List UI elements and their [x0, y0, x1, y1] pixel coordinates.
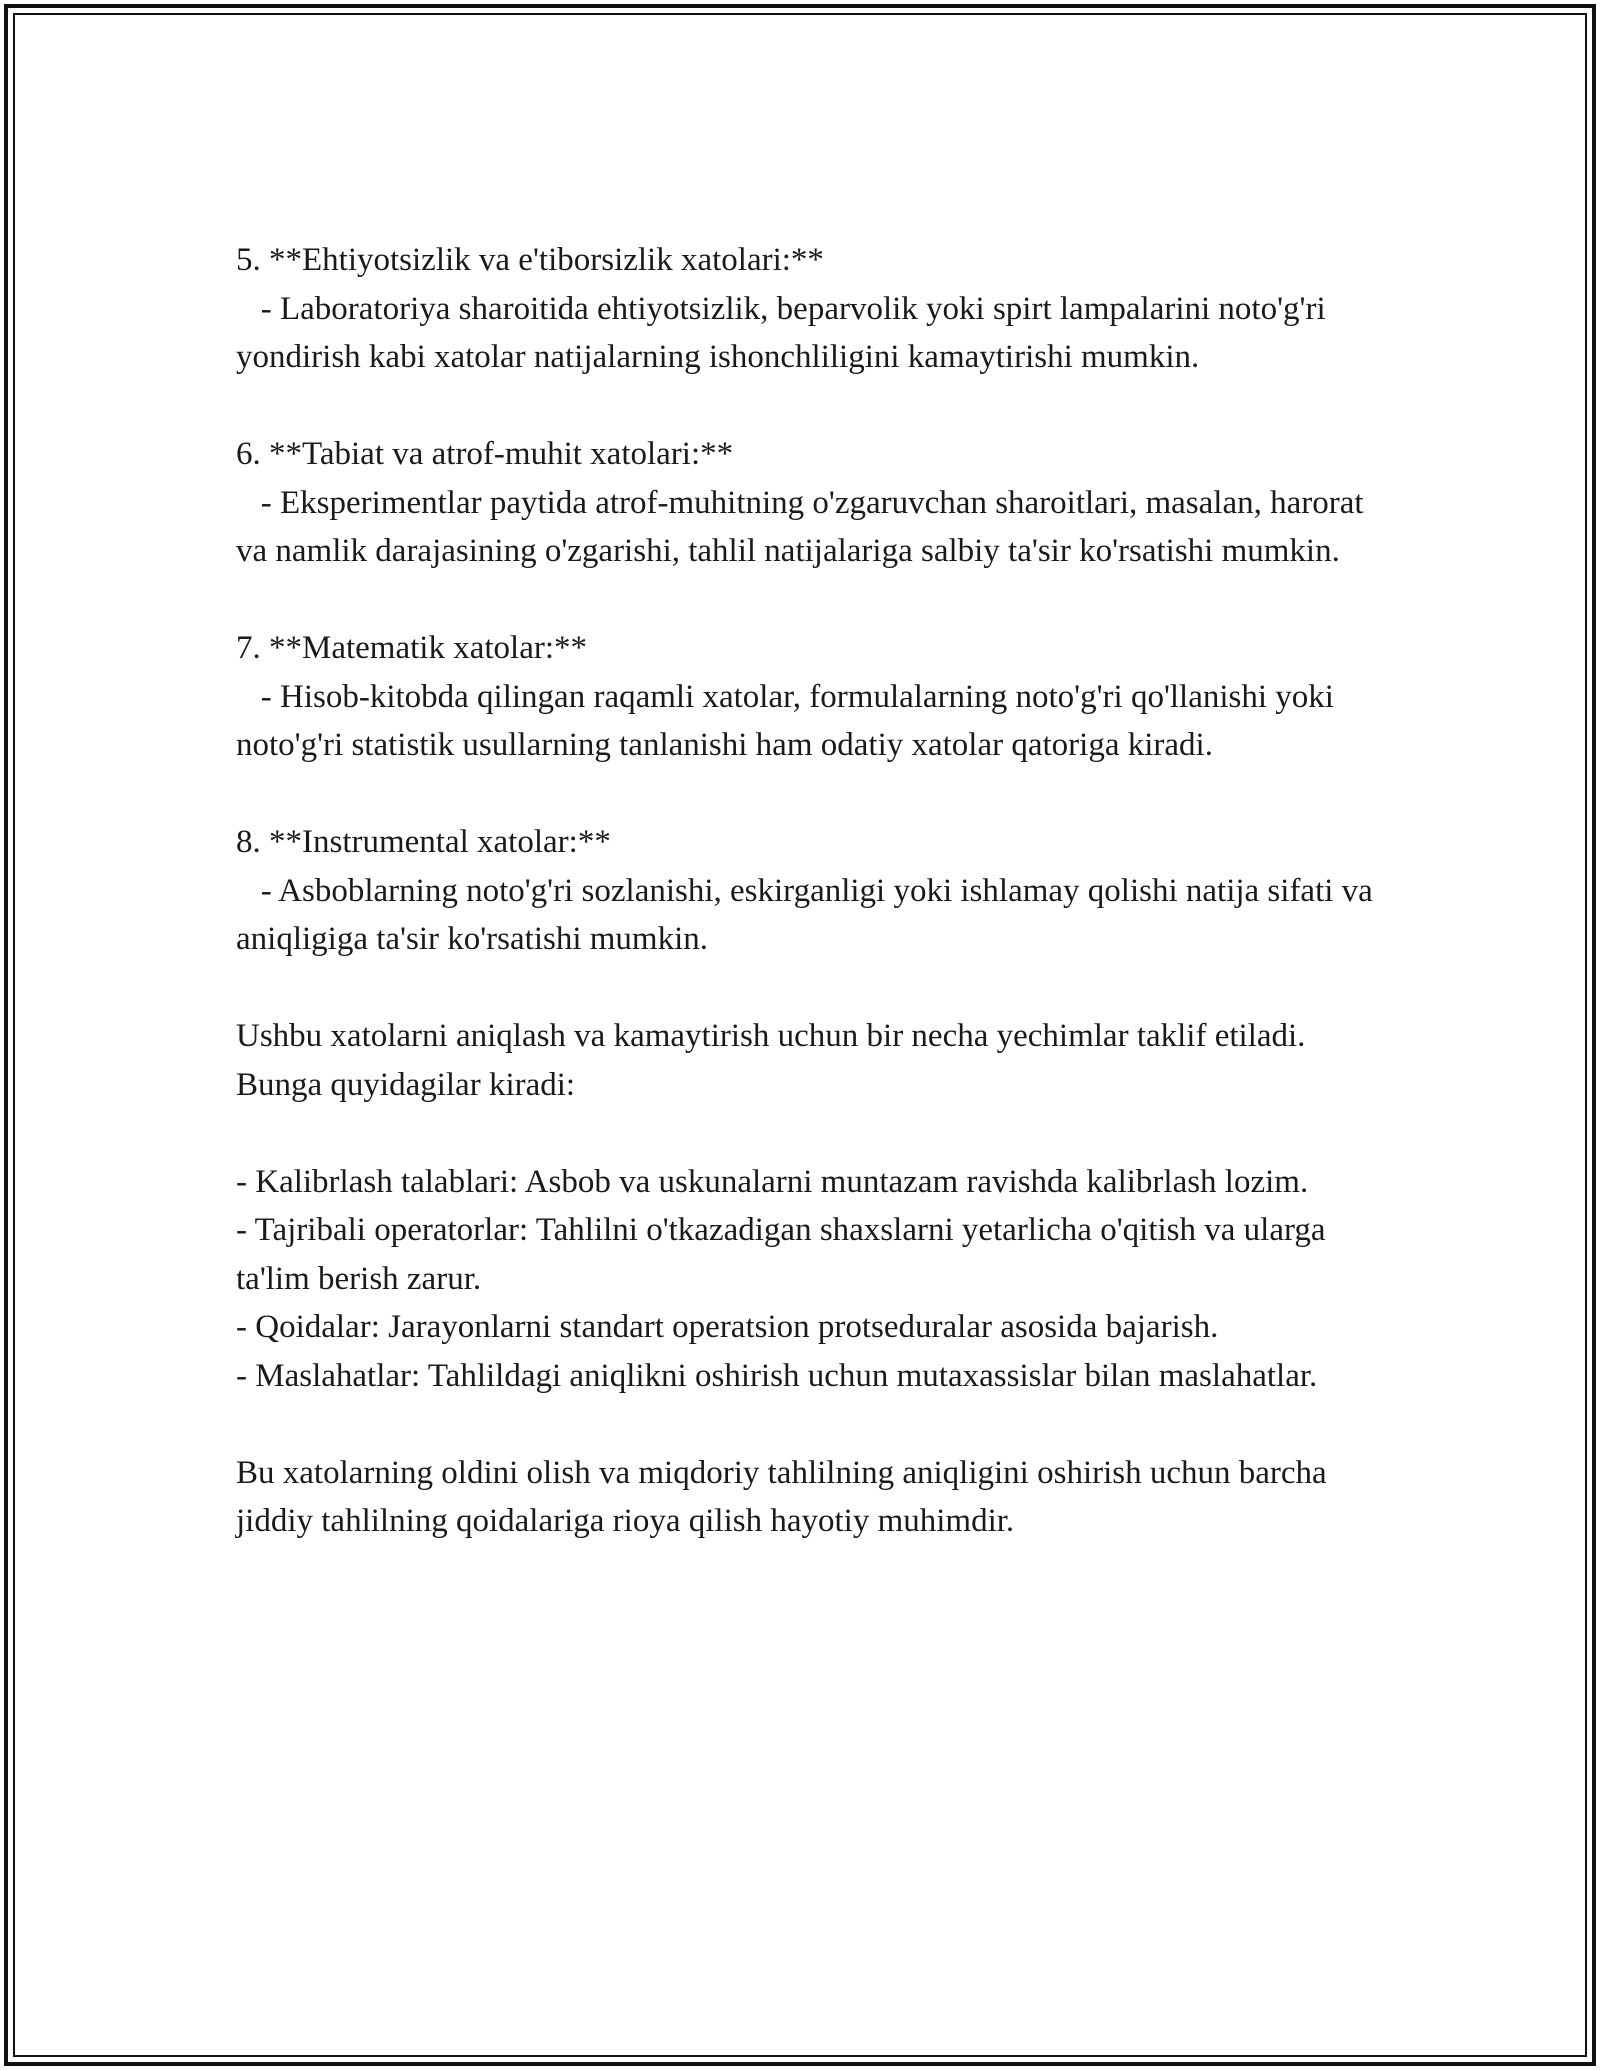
conclusion-paragraph [236, 1449, 1396, 1546]
section-body: - Laboratoriya sharoitida ehtiyotsizlik, beparvolik yoki spirt lampalarini noto'g'ri yondirish kabi xatolar natijalarning ishonchliligini kamaytirishi mumkin. [236, 290, 1334, 375]
section-body: - Eksperimentlar paytida atrof-muhitning o'zgaruvchan sharoitlari, masalan, harorat va namlik darajasining o'zgarishi, tahlil natijalariga salbiy ta'sir ko'rsatishi mumkin. [236, 484, 1372, 569]
document-body [236, 236, 1396, 1594]
list-item: - Maslahatlar: Tahlildagi aniqlikni oshirish uchun mutaxassislar bilan maslahatlar. [236, 1357, 1318, 1394]
section-8 [236, 818, 1396, 964]
section-heading: 6. **Tabiat va atrof-muhit xatolari:** [236, 436, 734, 472]
intro-paragraph [236, 1012, 1396, 1109]
conclusion-text: Bu xatolarning oldini olish va miqdoriy tahlilning aniqligini oshirish uchun barcha jiddiy tahlilning qoidalariga rioya qilish hayotiy muhimdir. [236, 1454, 1327, 1539]
section-7 [236, 624, 1396, 770]
list-item: - Qoidalar: Jarayonlarni standart operatsion protseduralar asosida bajarish. [236, 1309, 1219, 1345]
list-item: - Kalibrlash talablari: Asbob va uskunalarni muntazam ravishda kalibrlash lozim. [236, 1163, 1309, 1200]
section-body: - Asboblarning noto'g'ri sozlanishi, eskirganligi yoki ishlamay qolishi natija sifati va aniqligiga ta'sir ko'rsatishi mumkin. [236, 872, 1382, 957]
section-body: - Hisob-kitobda qilingan raqamli xatolar, formulalarning noto'g'ri qo'llanishi yoki noto'g'ri statistik usullarning tanlanishi ham odatiy xatolar qatoriga kiradi. [236, 678, 1343, 763]
section-heading: 5. **Ehtiyotsizlik va e'tiborsizlik xatolari:** [236, 242, 824, 278]
section-heading: 8. **Instrumental xatolar:** [236, 824, 611, 860]
list-item: - Tajribali operatorlar: Tahlilni o'tkazadigan shaxslarni yetarlicha o'qitish va ularga ta'lim berish zarur. [236, 1212, 1326, 1297]
solutions-list [236, 1158, 1396, 1401]
section-5 [236, 236, 1396, 382]
section-heading: 7. **Matematik xatolar:** [236, 630, 587, 666]
section-6 [236, 430, 1396, 576]
intro-text: Ushbu xatolarni aniqlash va kamaytirish uchun bir necha yechimlar taklif etiladi. Bunga quyidagilar kiradi: [236, 1018, 1306, 1103]
